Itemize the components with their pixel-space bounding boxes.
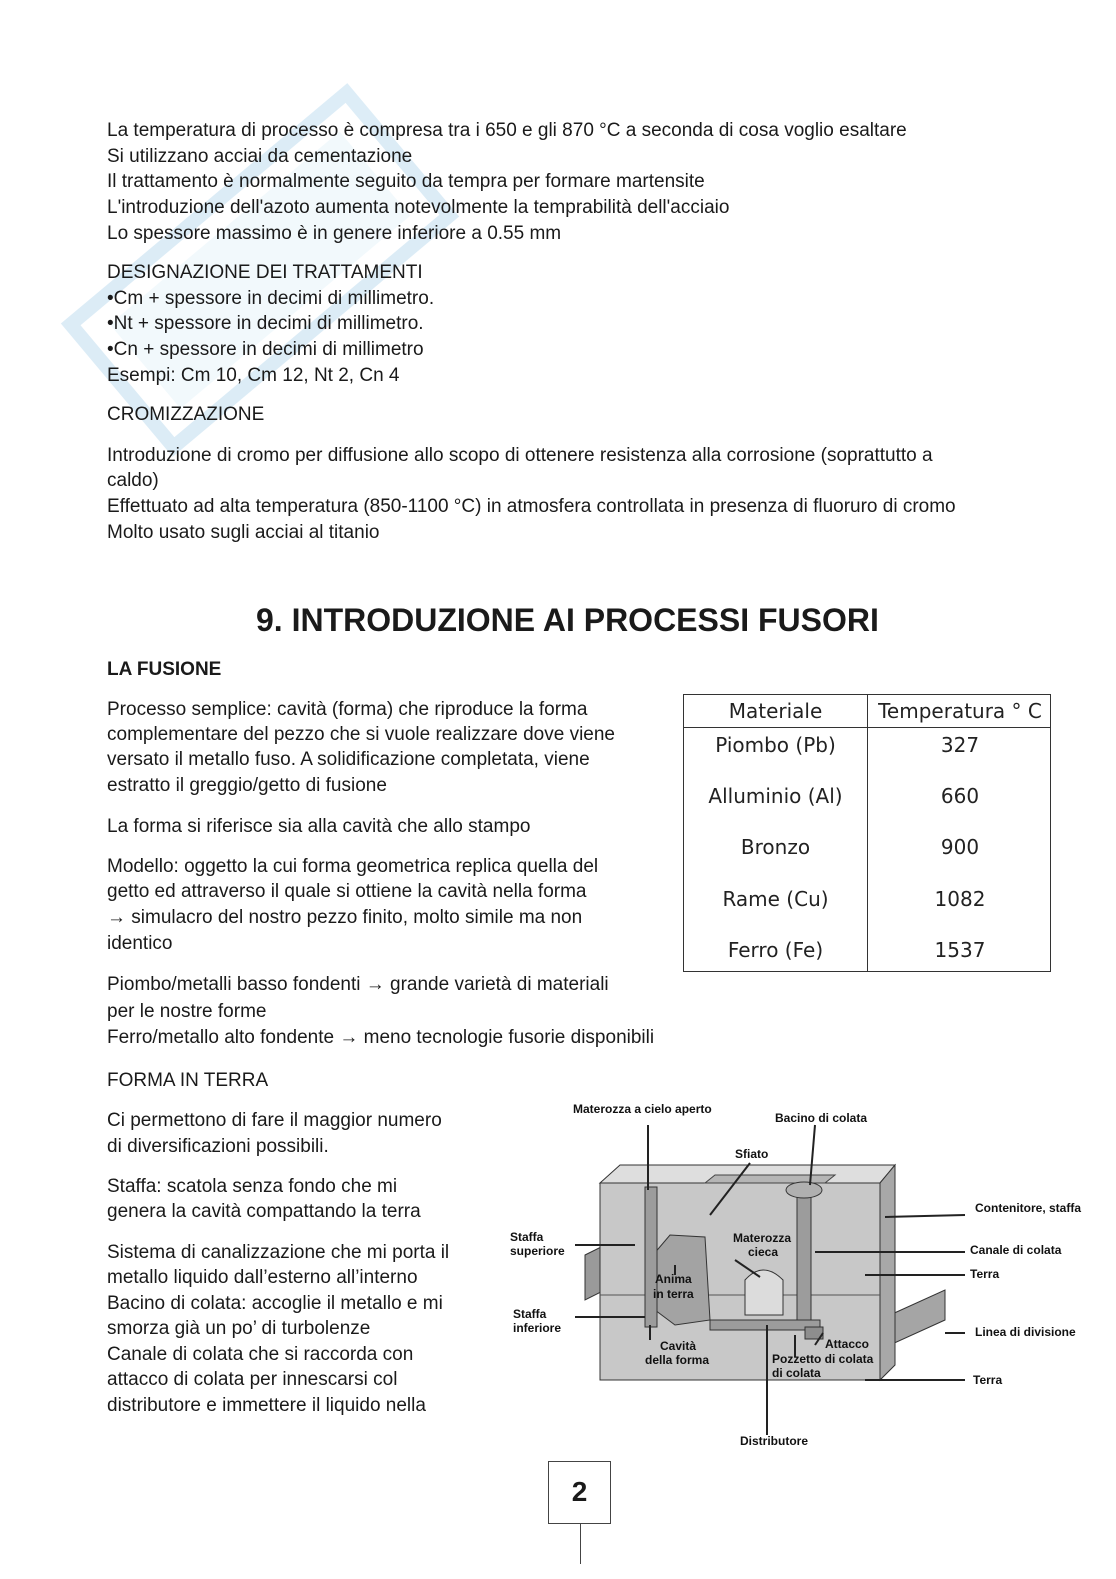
- forma-terra-line-2: di diversificazioni possibili.: [107, 1136, 329, 1157]
- fusione-line-6: Modello: oggetto la cui forma geometrica replica quella del: [107, 856, 599, 877]
- table-cell-temp-1: 327: [940, 733, 980, 757]
- forma-terra-line-5: Sistema di canalizzazione che mi porta il: [107, 1242, 450, 1263]
- designazione-line-4: Esempi: Cm 10, Cm 12, Nt 2, Cn 4: [107, 365, 400, 386]
- table-cell-temp-4: 1082: [934, 887, 986, 911]
- parting-rod-right: [890, 1290, 945, 1345]
- label-staffa-inferiore-2: inferiore: [513, 1321, 562, 1335]
- label-sfiato: Sfiato: [735, 1147, 769, 1161]
- table-cell-material-3: Bronzo: [740, 835, 811, 859]
- label-terra-2: Terra: [973, 1373, 1003, 1387]
- table-cell-temp-2: 660: [940, 784, 980, 808]
- forma-terra-line-9: Canale di colata che si raccorda con: [107, 1344, 414, 1365]
- table-cell-material-5: Ferro (Fe): [727, 938, 824, 962]
- forma-terra-line-6: metallo liquido dall’esterno all’interno: [107, 1267, 418, 1288]
- label-materozza-cieca-1: Materozza: [733, 1231, 792, 1245]
- label-pozzetto-1: Pozzetto di colata: [772, 1352, 874, 1366]
- table-header-materiale: Materiale: [728, 699, 823, 723]
- fusione-line-7: getto ed attraverso il quale si ottiene la cavità nella forma: [107, 881, 587, 902]
- fusione-line-5: La forma si riferisce sia alla cavità che allo stampo: [107, 816, 531, 837]
- table-cell-material-4: Rame (Cu): [722, 887, 829, 911]
- cromizzazione-line-3: Effettuato ad alta temperatura (850-1100 °C) in atmosfera controllata in presenza di fluoruro di cromo: [107, 496, 956, 517]
- fusione-heading: LA FUSIONE: [107, 659, 222, 680]
- table-cell-material-1: Piombo (Pb): [715, 733, 836, 757]
- page-number-tail: [580, 1524, 581, 1564]
- intro-line-2: Si utilizzano acciai da cementazione: [107, 146, 413, 167]
- designazione-line-1: •Cm + spessore in decimi di millimetro.: [107, 288, 435, 309]
- fusione-line-11: per le nostre forme: [107, 1001, 267, 1022]
- label-staffa-superiore-2: superiore: [510, 1244, 565, 1258]
- forma-terra-line-1: Ci permettono di fare il maggior numero: [107, 1110, 442, 1131]
- fusione-line-10: Piombo/metalli basso fondenti → grande varietà di materiali: [107, 974, 609, 995]
- page-number: 2: [548, 1461, 611, 1524]
- table-cell-material-2: Alluminio (Al): [708, 784, 843, 808]
- label-pozzetto-2: di colata: [772, 1366, 821, 1380]
- label-attacco: Attacco: [825, 1337, 870, 1351]
- fusione-line-2: complementare del pezzo che si vuole realizzare dove viene: [107, 724, 615, 745]
- designazione-heading: DESIGNAZIONE DEI TRATTAMENTI: [107, 262, 423, 283]
- fusione-line-1: Processo semplice: cavità (forma) che riproduce la forma: [107, 699, 588, 720]
- fusione-line-4: estratto il greggio/getto di fusione: [107, 775, 387, 796]
- label-anima-2: in terra: [653, 1287, 694, 1301]
- table-header-temperatura: Temperatura ° C: [878, 699, 1042, 723]
- label-distributore: Distributore: [740, 1434, 809, 1448]
- designazione-line-2: •Nt + spessore in decimi di millimetro.: [107, 313, 424, 334]
- intro-line-1: La temperatura di processo è compresa tra i 650 e gli 870 °C a seconda di cosa voglio esaltare: [107, 120, 907, 141]
- label-terra-1: Terra: [970, 1267, 1000, 1281]
- cromizzazione-line-4: Molto usato sugli acciai al titanio: [107, 522, 380, 543]
- table-cell-temp-3: 900: [940, 835, 980, 859]
- label-linea: Linea di divisione: [975, 1325, 1076, 1339]
- intro-line-4: L'introduzione dell'azoto aumenta notevolmente la temprabilità dell'acciaio: [107, 197, 730, 218]
- label-materozza-aperto: Materozza a cielo aperto: [573, 1102, 712, 1116]
- label-cavita-2: della forma: [645, 1353, 710, 1367]
- fusione-line-9: identico: [107, 933, 173, 954]
- forma-terra-heading: FORMA IN TERRA: [107, 1070, 269, 1091]
- fusione-line-8: → simulacro del nostro pezzo finito, molto simile ma non: [107, 907, 583, 928]
- label-anima-1: Anima: [655, 1272, 692, 1286]
- mold-diagram: [505, 1095, 1105, 1455]
- forma-terra-line-7: Bacino di colata: accoglie il metallo e mi: [107, 1293, 443, 1314]
- cromizzazione-line-1: Introduzione di cromo per diffusione allo scopo di ottenere resistenza alla corrosione (soprattutto a: [107, 445, 933, 466]
- chapter-title: 9. INTRODUZIONE AI PROCESSI FUSORI: [256, 602, 879, 638]
- forma-terra-line-3: Staffa: scatola senza fondo che mi: [107, 1176, 398, 1197]
- label-staffa-inferiore-1: Staffa: [513, 1307, 547, 1321]
- temperature-table: [683, 694, 1051, 972]
- forma-terra-line-10: attacco di colata per innescarsi col: [107, 1369, 398, 1390]
- label-contenitore: Contenitore, staffa: [975, 1201, 1082, 1215]
- fusione-line-12: Ferro/metallo alto fondente → meno tecnologie fusorie disponibili: [107, 1027, 655, 1048]
- cromizzazione-line-2: caldo): [107, 470, 159, 491]
- label-canale: Canale di colata: [970, 1243, 1062, 1257]
- label-materozza-cieca-2: cieca: [748, 1245, 779, 1259]
- forma-terra-line-4: genera la cavità compattando la terra: [107, 1201, 421, 1222]
- label-staffa-superiore-1: Staffa: [510, 1230, 544, 1244]
- forma-terra-line-11: distributore e immettere il liquido nella: [107, 1395, 426, 1416]
- label-cavita-1: Cavità: [660, 1339, 697, 1353]
- table-cell-temp-5: 1537: [934, 938, 986, 962]
- fusione-line-3: versato il metallo fuso. A solidificazione completata, viene: [107, 749, 590, 770]
- cromizzazione-heading: CROMIZZAZIONE: [107, 404, 265, 425]
- label-bacino: Bacino di colata: [775, 1111, 868, 1125]
- forma-terra-line-8: smorza già un po’ di turbolenze: [107, 1318, 371, 1339]
- intro-line-3: Il trattamento è normalmente seguito da tempra per formare martensite: [107, 171, 705, 192]
- designazione-line-3: •Cn + spessore in decimi di millimetro: [107, 339, 424, 360]
- intro-line-5: Lo spessore massimo è in genere inferiore a 0.55 mm: [107, 223, 562, 244]
